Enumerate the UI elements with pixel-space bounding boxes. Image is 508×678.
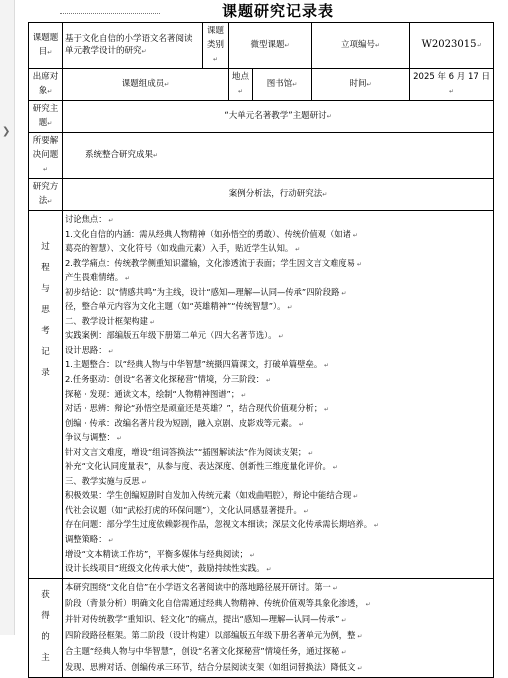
process-note-line: 设计长线项目“班级文化传承大使”，鼓励持续性实践。 ↵ (65, 563, 272, 574)
label-process: 过程与思考记录 (29, 211, 63, 579)
result-text[interactable] (63, 578, 494, 677)
expand-chevron-icon[interactable]: ❯ (2, 126, 11, 137)
process-note-line: 初步结论：以“情感共鸣”为主线，设计“感知—理解—认同—传承”四阶段路 ↵ (65, 286, 347, 297)
process-note-line: 代社会议题（如“武松打虎的环保问题”），文化认同感显著提升。 ↵ (65, 504, 309, 515)
process-notes[interactable] (63, 211, 494, 579)
result-text-line: 四阶段路径框架。第二阶段（设计构建）以部编版五年级下册名著单元为例，整 ↵ (65, 629, 363, 640)
title-area (58, 0, 498, 22)
value-category[interactable]: 微型课题↵ (229, 23, 312, 69)
label-research-method: 研究方法↵ (29, 179, 63, 211)
label-time: 时间↵ (312, 69, 410, 101)
process-note-line: 产生畏难情绪。 ↵ (65, 272, 131, 283)
process-note-line: 设计思路： ↵ (65, 344, 114, 355)
process-note-line: 增设“文本精读工作坊”，平衡多媒体与经典阅读； ↵ (65, 548, 255, 559)
row-research-theme (29, 101, 494, 133)
process-note-line: 葛亮的智慧）、文化符号（如戏曲元素）入手，贴近学生认知。 ↵ (65, 243, 301, 254)
value-research-theme[interactable]: “大单元名著教学”主题研讨↵ (63, 101, 494, 133)
row-research-problem (29, 133, 494, 179)
value-research-method[interactable]: 案例分析法，行动研究法↵ (63, 179, 494, 211)
result-text-line: 本研究围绕“文化自信”在小学语文名著阅读中的落地路径展开研讨。第一 ↵ (65, 581, 338, 592)
process-note-line: 二、教学设计框架构建 ↵ (65, 315, 155, 326)
label-location: 地点↵ (229, 69, 253, 101)
value-attendees[interactable]: 课题组成员↵ (63, 69, 229, 101)
value-time[interactable]: 2025 年 6 月 17 日↵ (410, 69, 494, 101)
label-result: 获得的主 (29, 578, 63, 677)
process-note-line: 径，整合单元内容为文化主题（如“英雄精神”“传统智慧”）。 ↵ (65, 301, 293, 312)
label-project-no: 立项编号↵ (312, 23, 410, 69)
process-note-line: 讨论焦点： ↵ (65, 214, 114, 224)
process-note-line: 2.任务驱动：创设“名著文化探秘营”情境，分三阶段： ↵ (65, 374, 271, 385)
result-text-line: 并针对传统教学“重知识、轻文化”的痛点，提出“感知—理解—认同—传承” ↵ (65, 613, 347, 624)
value-project-no[interactable]: W2023015↵ (410, 23, 494, 69)
process-note-line: 探秘 · 发现：通读文本，绘制“人物精神图谱”； ↵ (65, 388, 247, 399)
row-result (29, 578, 494, 677)
process-note-line: 1.文化自信的内涵：需从经典人物精神（如孙悟空的勇敢）、传统价值观（如诸 ↵ (65, 228, 358, 239)
process-note-line: 针对文言文难度，增设“组词答换法”“插图解读法”作为阅读支架； ↵ (65, 446, 314, 457)
row-topic (29, 23, 494, 69)
result-text-line: 合主题“经典人物与中华智慧”，创设“名著文化探秘营”情境任务，通过探秘 ↵ (65, 645, 347, 656)
process-note-line: 创编 · 传承：改编名著片段为短剧，融入京剧、皮影戏等元素。 ↵ (65, 417, 304, 428)
process-note-line: 调整策略： ↵ (65, 534, 114, 545)
process-note-line: 实践案例：部编版五年级下册第二单元（四大名著节选）。 ↵ (65, 330, 284, 341)
page-title: 课题研究记录表 (221, 2, 334, 20)
record-table (28, 22, 494, 678)
process-note-line: 对话 · 思辨：辩论“孙悟空是顽童还是英雄？”，结合现代价值观分析； ↵ (65, 403, 330, 414)
process-note-line: 争议与调整： ↵ (65, 432, 122, 443)
label-topic: 课题题目↵ (29, 23, 63, 69)
result-text-line: 阶段（背景分析）明确文化自信需通过经典人物精神、传统价值观等具象化渗透， ↵ (65, 597, 371, 608)
process-note-line: 1.主题整合：以“经典人物与中华智慧”统摄四篇课文，打破单篇壁垒。 ↵ (65, 359, 330, 370)
row-research-method (29, 179, 494, 211)
process-note-line: 2.教学痛点：传统教学侧重知识灌输，文化渗透流于表面；学生因文言文难度易 ↵ (65, 257, 362, 268)
left-gutter (0, 0, 15, 635)
row-attendees (29, 69, 494, 101)
label-category: 课题类别↵ (203, 23, 229, 69)
row-process (29, 211, 494, 579)
process-note-line: 存在问题：部分学生过度依赖影视作品，忽视文本细读；深层文化传承需长期培养。 ↵ (65, 519, 379, 530)
result-text-line: 发现、思辨对话、创编传承三环节，结合分层阅读支架（如组词替换法）降低文 ↵ (65, 661, 363, 672)
process-note-line: 三、教学实施与反思 ↵ (65, 475, 147, 486)
label-research-problem: 所要解决问题↵ (29, 133, 63, 179)
label-attendees: 出席对象↵ (29, 69, 63, 101)
process-note-line: 补充“文化认同度量表”，从参与度、表达深度、创新性三维度量化评价。 ↵ (65, 461, 338, 472)
process-note-line: 积极效果：学生创编短剧时自发加入传统元素（如戏曲唱腔），辩论中能结合现 ↵ (65, 490, 359, 501)
value-research-problem[interactable]: 系统整合研究成果↵ (63, 133, 494, 179)
value-topic[interactable]: 基于文化自信的小学语文名著阅读单元教学设计的研究↵ (63, 23, 203, 69)
label-research-theme: 研究主题↵ (29, 101, 63, 133)
value-location[interactable]: 图书馆↵ (253, 69, 312, 101)
